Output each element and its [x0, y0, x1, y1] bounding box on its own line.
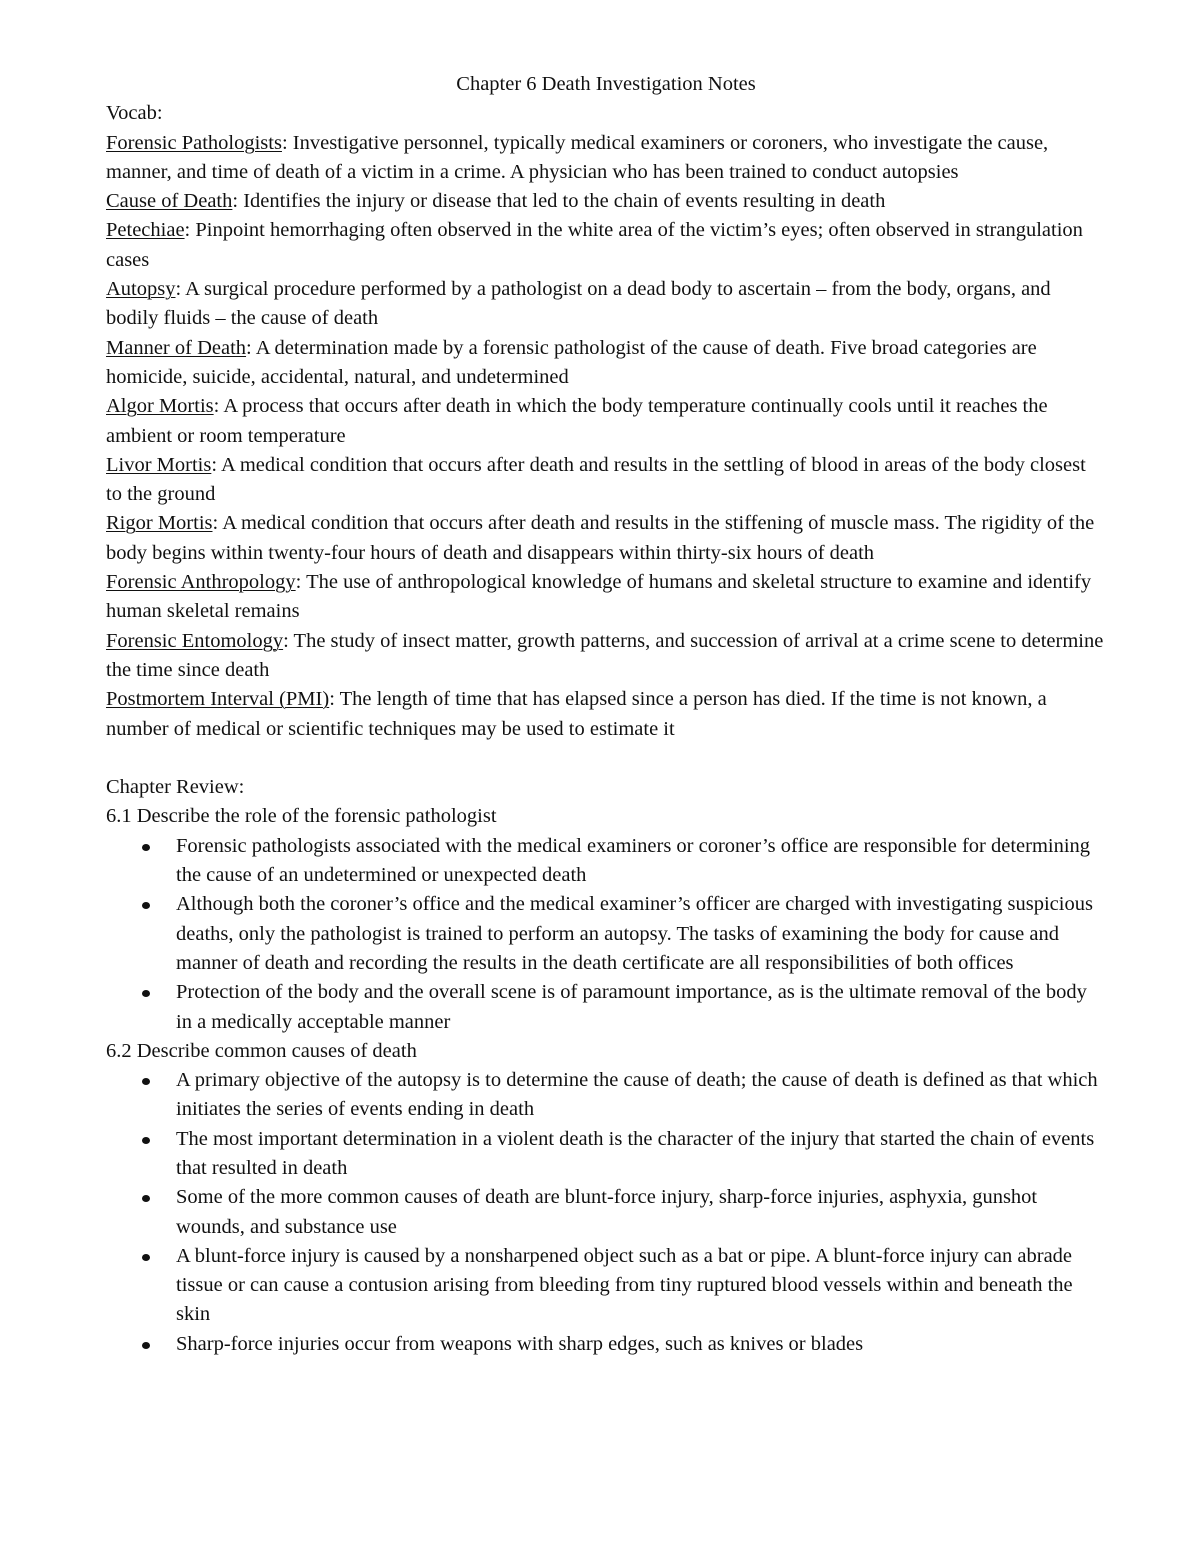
list-item — [176, 1242, 1106, 1330]
review-heading: Chapter Review: — [106, 776, 245, 799]
bullet-icon — [142, 1078, 150, 1085]
bullet-icon — [142, 1137, 150, 1144]
list-item-text: Although both the coroner’s office and the medical examiner’s officer are charged with investigating suspicious deaths, only the pathologist is trained to perform an autopsy. The tasks of examining the body for cause and manner of death and recording the results in the death certificate are all responsibilities of both offices — [176, 893, 1093, 974]
list-item — [176, 1125, 1106, 1184]
review-section-6-1 — [106, 802, 1106, 1036]
bullet-list — [106, 1066, 1106, 1359]
vocab-definition: : A process that occurs after death in which the body temperature continually cools until it reaches the ambient or room temperature — [106, 395, 1048, 447]
list-item-text: Some of the more common causes of death are blunt-force injury, sharp-force injuries, asphyxia, gunshot wounds, and substance use — [176, 1186, 1038, 1238]
list-item — [176, 1183, 1106, 1242]
vocab-definition: : A surgical procedure performed by a pathologist on a dead body to ascertain – from the body, organs, and bodily fluids – the cause of death — [106, 278, 1051, 330]
bullet-icon — [142, 1195, 150, 1202]
list-item-text: The most important determination in a violent death is the character of the injury that started the chain of events that resulted in death — [176, 1127, 1095, 1179]
vocab-term: Manner of Death — [106, 336, 247, 359]
vocab-definition: : A medical condition that occurs after death and results in the settling of blood in areas of the body closest to the ground — [106, 453, 1086, 506]
vocab-definition: : The use of anthropological knowledge of humans and skeletal structure to examine and identify human skeletal remains — [106, 571, 1092, 623]
vocab-entry — [106, 216, 1106, 275]
vocab-definition: : Pinpoint hemorrhaging often observed in the white area of the victim’s eyes; often observed in strangulation cases — [106, 219, 1083, 271]
vocab-definition: : A determination made by a forensic pathologist of the cause of death. Five broad categories are homicide, suicide, accidental, natural, and undetermined — [106, 336, 1037, 388]
list-item — [176, 978, 1106, 1037]
list-item-text: Sharp-force injuries occur from weapons with sharp edges, such as knives or blades — [176, 1332, 864, 1355]
bullet-icon — [142, 990, 150, 997]
list-item — [176, 1330, 1106, 1359]
vocab-term: Postmortem Interval (PMI) — [106, 688, 330, 711]
vocab-term: Forensic Pathologists — [106, 131, 282, 154]
vocab-term: Forensic Anthropology — [106, 571, 296, 594]
vocab-entry — [106, 685, 1106, 744]
list-item — [176, 832, 1106, 891]
vocab-definition: : Identifies the injury or disease that led to the chain of events resulting in death — [232, 190, 886, 213]
vocab-term: Algor Mortis — [106, 395, 214, 418]
document-page — [106, 70, 1106, 1359]
bullet-icon — [142, 1254, 150, 1261]
vocab-term: Petechiae — [106, 219, 185, 242]
vocab-entry — [106, 451, 1106, 510]
vocab-entry — [106, 187, 1106, 216]
bullet-icon — [142, 844, 150, 851]
vocab-definition: : The length of time that has elapsed since a person has died. If the time is not known, a number of medical or scientific techniques may be used to estimate it — [106, 688, 1047, 740]
vocab-definition: : The study of insect matter, growth patterns, and succession of arrival at a crime scene to determine the time since death — [106, 629, 1104, 681]
vocab-definition: : A medical condition that occurs after death and results in the stiffening of muscle mass. The rigidity of the body begins within twenty-four hours of death and disappears within thirty-six hours of death — [106, 512, 1095, 564]
document-title: Chapter 6 Death Investigation Notes — [456, 73, 756, 95]
bullet-icon — [142, 902, 150, 909]
list-item-text: A blunt-force injury is caused by a nonsharpened object such as a bat or pipe. A blunt-force injury can abrade tissue or can cause a contusion arising from bleeding from tiny ruptured blood vessels within and beneath the skin — [176, 1244, 1073, 1326]
vocab-entry — [106, 509, 1106, 568]
vocab-definition: : Investigative personnel, typically medical examiners or coroners, who investigate the cause, manner, and time of death of a victim in a crime. A physician who has been trained to conduct autopsies — [106, 131, 1049, 183]
review-section-heading: 6.2 Describe common causes of death — [106, 1039, 417, 1062]
vocab-term: Cause of Death — [106, 190, 233, 213]
list-item-text: Forensic pathologists associated with the medical examiners or coroner’s office are responsible for determining the cause of an undetermined or unexpected death — [176, 834, 1091, 887]
vocab-entry — [106, 568, 1106, 627]
vocab-entry — [106, 392, 1106, 451]
vocab-list — [106, 129, 1106, 744]
section-spacer — [106, 744, 1106, 773]
vocab-term: Forensic Entomology — [106, 629, 284, 652]
vocab-term: Rigor Mortis — [106, 512, 213, 535]
vocab-entry — [106, 275, 1106, 334]
list-item-text: A primary objective of the autopsy is to determine the cause of death; the cause of death is defined as that which initiates the series of events ending in death — [176, 1069, 1098, 1121]
review-section-heading: 6.1 Describe the role of the forensic pathologist — [106, 805, 497, 828]
bullet-list — [106, 832, 1106, 1037]
bullet-icon — [142, 1342, 150, 1349]
vocab-entry — [106, 627, 1106, 686]
vocab-entry — [106, 334, 1106, 393]
vocab-term: Autopsy — [106, 278, 176, 301]
list-item — [176, 1066, 1106, 1125]
review-section-6-2 — [106, 1037, 1106, 1359]
vocab-heading: Vocab: — [106, 102, 163, 125]
list-item — [176, 890, 1106, 978]
vocab-term: Livor Mortis — [106, 453, 212, 476]
vocab-entry — [106, 129, 1106, 188]
list-item-text: Protection of the body and the overall scene is of paramount importance, as is the ultimate removal of the body in a medically acceptable manner — [176, 981, 1087, 1033]
